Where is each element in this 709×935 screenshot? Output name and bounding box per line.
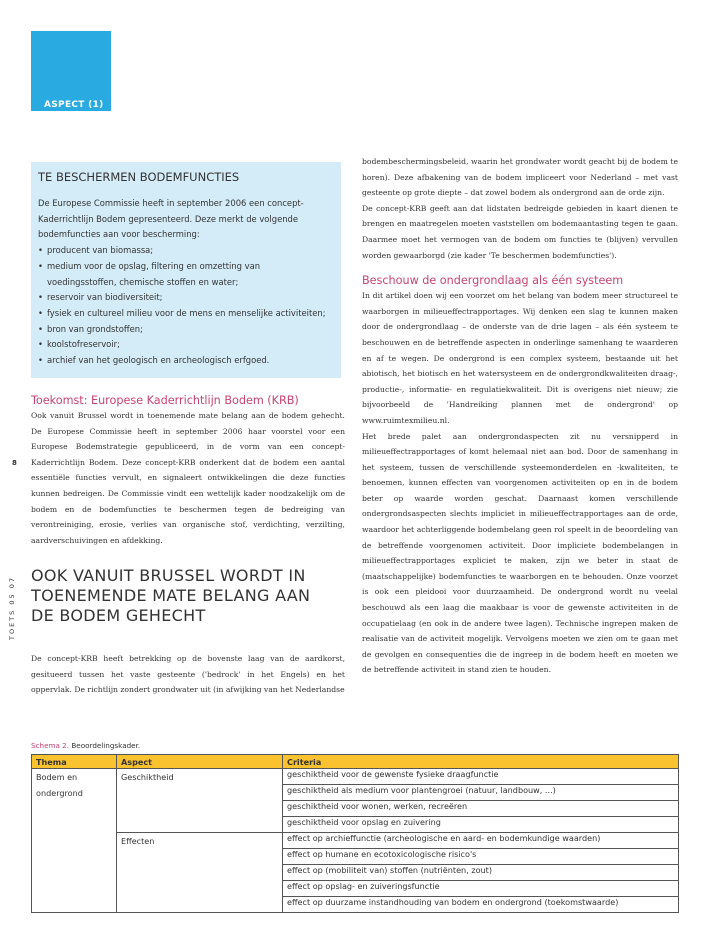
right-article bbox=[362, 154, 678, 678]
table-header-row bbox=[32, 755, 679, 769]
article-paragraph: bodembeschermingsbeleid, waarin het grondwater wordt geacht bij de bodem te horen). Deze afbakening van de bodem impliceert voor Nederland – met vast gesteente op grote diepte – dat zowel bodem als ondergrond aan de orde zijn. bbox=[362, 157, 678, 198]
cell-criteria: effect op duurzame instandhouding van bodem en ondergrond (toekomstwaarde) bbox=[283, 897, 679, 913]
schema-caption bbox=[31, 741, 140, 750]
page-number: 8 bbox=[12, 459, 17, 467]
cell-aspect: Geschiktheid bbox=[117, 769, 283, 833]
schema-number: Schema 2. bbox=[31, 741, 70, 750]
header-criteria: Criteria bbox=[283, 755, 679, 769]
table-row bbox=[32, 769, 679, 785]
left-article-continued bbox=[31, 651, 345, 698]
assessment-table bbox=[31, 754, 679, 913]
list-item: • bron van grondstoffen; bbox=[38, 322, 329, 338]
cell-thema: Bodem en ondergrond bbox=[32, 769, 117, 913]
list-item: • koolstofreservoir; bbox=[38, 337, 329, 353]
article-paragraph: De concept-KRB geeft aan dat lidstaten bedreigde gebieden in kaart dienen te brengen en maatregelen moeten vaststellen om bodemaantasting tegen te gaan. Daarmee moet het vermogen van de bodem om functies te (blijven) vervullen worden gewaarborgd (zie kader 'Te beschermen bodemfuncties'). bbox=[362, 203, 678, 260]
pull-quote: OOK VANUIT BRUSSEL WORDT IN TOENEMENDE MATE BELANG AAN DE BODEM GEHECHT bbox=[31, 566, 311, 625]
sidebar-box bbox=[31, 162, 341, 378]
sidebar-intro: De Europese Commissie heeft in september 2006 een concept-Kaderrichtlijn Bodem gepresenteerd. Deze merkt de volgende bodemfuncties aan voor bescherming: bbox=[38, 198, 304, 240]
sidebar-title: TE BESCHERMEN BODEMFUNCTIES bbox=[38, 170, 240, 184]
left-article bbox=[31, 394, 345, 548]
cell-criteria: geschiktheid voor opslag en zuivering bbox=[283, 817, 679, 833]
sidebar-list bbox=[38, 243, 329, 369]
list-item: • reservoir van biodiversiteit; bbox=[38, 290, 329, 306]
article-paragraph: Ook vanuit Brussel wordt in toenemende mate belang aan de bodem gehecht. De Europese Commissie heeft in september 2006 haar voorstel voor een Europese Bodemstrategie gepubliceerd, in de vorm van een concept-Kaderrichtlijn Bodem. Deze concept-KRB onderkent dat de bodem een aantal essentiële functies vervult, en signaleert ontwikkelingen die deze functies kunnen bedreigen. De Commissie vindt een wettelijk kader noodzakelijk om de bodem en de bodemfuncties te beschermen tegen de bedreiging van verontreiniging, erosie, verlies van organische stof, verdichting, verzilting, aardverschuivingen en afdekking. bbox=[31, 411, 345, 545]
cell-criteria: effect op humane en ecotoxicologische risico's bbox=[283, 849, 679, 865]
cell-criteria: geschiktheid voor de gewenste fysieke draagfunctie bbox=[283, 769, 679, 785]
schema-title: Beoordelingskader. bbox=[71, 741, 141, 750]
journal-side-label: TOETS 05 07 bbox=[8, 576, 16, 640]
cell-criteria: effect op (mobiliteit van) stoffen (nutriënten, zout) bbox=[283, 865, 679, 881]
cell-criteria: geschiktheid voor wonen, werken, recreëren bbox=[283, 801, 679, 817]
article-paragraph: In dit artikel doen wij een voorzet om het belang van bodem meer structureel te waarborgen in milieueffectrapportages. Wij denken een slag te kunnen maken door de ondergrondlaag – de onderste van de drie lagen – als één systeem te beschouwen en de betreffende aspecten in onderlinge samenhang te waarderen en af te wegen. De ondergrond is een complex systeem, bestaande uit het abiotisch, het biotisch en het watersysteem en de ondergrondkwaliteiten draag-, productie-, informatie- en regulatiekwaliteit. Dit is overigens niet nieuw; zie bijvoorbeeld de 'Handreiking plannen met de ondergrond' op www.ruimtexmilieu.nl. bbox=[362, 291, 678, 425]
section-color-block bbox=[31, 31, 111, 111]
aspect-label: ASPECT (1) bbox=[44, 100, 104, 110]
cell-criteria: effect op opslag- en zuiveringsfunctie bbox=[283, 881, 679, 897]
list-item: • archief van het geologisch en archeologisch erfgoed. bbox=[38, 353, 329, 369]
section-heading: Toekomst: Europese Kaderrichtlijn Bodem (KRB) bbox=[31, 394, 299, 407]
header-thema: Thema bbox=[32, 755, 117, 769]
article-paragraph: De concept-KRB heeft betrekking op de bovenste laag van de aardkorst, gesitueerd tussen het vaste gesteente ('bedrock' in het Engels) en het oppervlak. De richtlijn zondert grondwater uit (in afwijking van het Nederlandse bbox=[31, 654, 345, 695]
header-aspect: Aspect bbox=[117, 755, 283, 769]
table-row bbox=[32, 833, 679, 849]
list-item: • producent van biomassa; bbox=[38, 243, 329, 259]
list-item: • fysiek en cultureel milieu voor de mens en menselijke activiteiten; bbox=[38, 306, 329, 322]
article-paragraph: Het brede palet aan ondergrondaspecten zit nu versnipperd in milieueffectrapportages of komt helemaal niet aan bod. Door de samenhang in het systeem, tussen de verschillende systeemonderdelen en -kwaliteiten, te benoemen, kunnen effecten van voorgenomen activiteiten op en in de bodem beter op waarde worden geschat. Daarnaast komen verschillende ondergrondsaspecten slechts impliciet in milieueffectrapportages aan de orde, waardoor het achterliggende bodembelang geen rol speelt in de beoordeling van de betreffende voorgenomen activiteit. Door impliciete bodembelangen in milieueffectrapportages expliciet te maken, zijn we beter in staat de (maatschappelijke) bodemfuncties te waarborgen en te behouden. Onze voorzet is ook een pleidooi voor duurzaamheid. De ondergrond wordt nu veelal beschouwd als een laag die maakbaar is voor de gewenste activiteiten in de occupatielaag (en ook in de andere twee lagen). Technische ingrepen maken de realisatie van de activiteit mogelijk. Vervolgens moeten we zien om te gaan met de gevolgen en consequenties die de ingreep in de bodem heeft en moeten we de betreffende activiteit in stand zien te houden. bbox=[362, 431, 678, 675]
cell-criteria: effect op archieffunctie (archeologische en aard- en bodemkundige waarden) bbox=[283, 833, 679, 849]
section-heading: Beschouw de ondergrondlaag als één systeem bbox=[362, 274, 624, 288]
list-item: • medium voor de opslag, filtering en omzetting van voedingsstoffen, chemische stoffen en water; bbox=[38, 259, 329, 290]
cell-criteria: geschiktheid als medium voor plantengroei (natuur, landbouw, ...) bbox=[283, 785, 679, 801]
cell-aspect: Effecten bbox=[117, 833, 283, 913]
